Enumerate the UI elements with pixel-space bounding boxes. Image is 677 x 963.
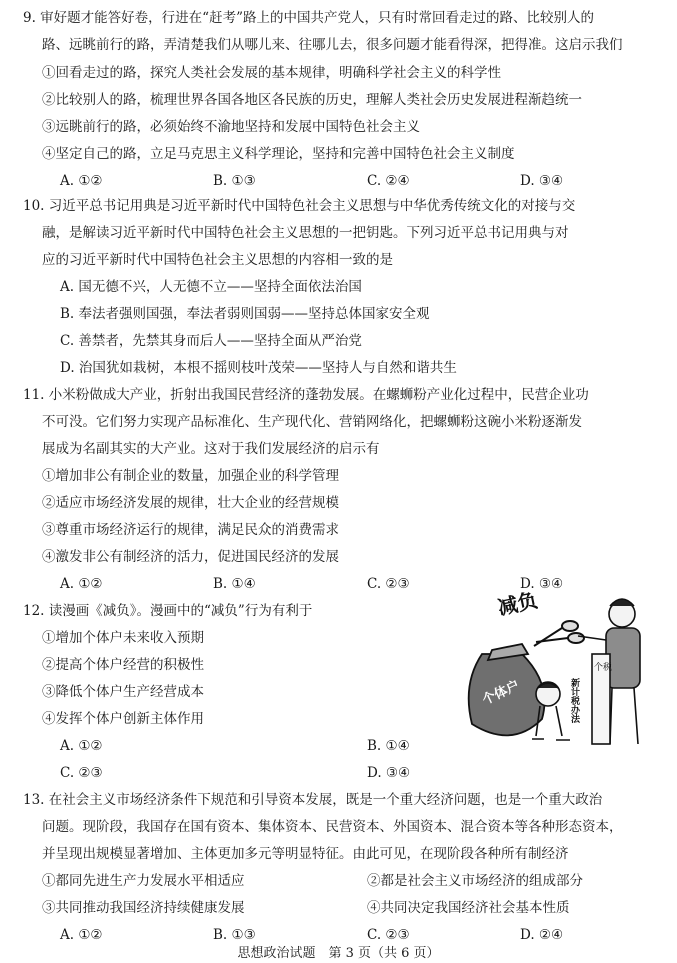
q12-option-c: C. ②③ <box>60 765 103 781</box>
q9-item-3: ③远眺前行的路，必须始终不渝地坚持和发展中国特色社会主义 <box>42 119 420 135</box>
q13-option-c: C. ②③ <box>367 927 410 943</box>
q10-stem-3: 应的习近平新时代中国特色社会主义思想的内容相一致的是 <box>42 252 393 268</box>
q11-stem-3: 展成为名副其实的大产业。这对于我们发展经济的启示有 <box>42 441 380 457</box>
q12-option-b: B. ①④ <box>367 738 410 754</box>
q13-item-1: ①都同先进生产力发展水平相适应 <box>42 873 245 889</box>
q13-item-3: ③共同推动我国经济持续健康发展 <box>42 900 245 916</box>
q9-item-4: ④坚定自己的路，立足马克思主义科学理论，坚持和完善中国特色社会主义制度 <box>42 146 515 162</box>
scissors-icon <box>534 621 584 646</box>
q13-stem-2: 问题。现阶段，我国存在国有资本、集体资本、民营资本、外国资本、混合资本等各种形态资本， <box>42 819 623 835</box>
jianfu-cartoon <box>452 584 662 754</box>
q11-stem-2: 不可没。它们努力实现产品标准化、生产现代化、营销网络化，把螺蛳粉这碗小米粉逐渐发 <box>42 414 582 430</box>
q13-option-d: D. ②④ <box>520 927 564 943</box>
q11-option-d: D. ③④ <box>520 576 564 592</box>
q12-option-a: A. ①② <box>60 738 103 754</box>
q10-stem-2: 融，是解读习近平新时代中国特色社会主义思想的一把钥匙。下列习近平总书记用典与对 <box>42 225 569 241</box>
q12-item-2: ②提高个体户经营的积极性 <box>42 657 204 673</box>
q13-item-4: ④共同决定我国经济社会基本性质 <box>367 900 570 916</box>
q9-option-b: B. ①③ <box>213 173 256 189</box>
cartoon-title: 减负 <box>495 587 540 620</box>
money-bag <box>469 644 545 735</box>
q9-stem-2: 路、远眺前行的路，弄清楚我们从哪儿来、往哪儿去，很多问题才能看得深，把得准。这启示我们 <box>42 37 623 53</box>
q11-option-b: B. ①④ <box>213 576 256 592</box>
cartoon-pillar-label: 个税 <box>594 663 613 673</box>
q11-option-c: C. ②③ <box>367 576 410 592</box>
q10-stem-1: 10. 习近平总书记用典是习近平新时代中国特色社会主义思想与中华优秀传统文化的对接与交 <box>23 198 576 214</box>
q9-item-1: ①回看走过的路，探究人类社会发展的基本规律，明确科学社会主义的科学性 <box>42 65 501 81</box>
page-footer: 思想政治试题 第 3 页（共 6 页） <box>237 946 440 961</box>
q13-item-2: ②都是社会主义市场经济的组成部分 <box>367 873 583 889</box>
q11-item-3: ③尊重市场经济运行的规律，满足民众的消费需求 <box>42 522 339 538</box>
q12-item-3: ③降低个体户生产经营成本 <box>42 684 204 700</box>
q10-option-b: B. 奉法者强则国强，奉法者弱则国弱——坚持总体国家安全观 <box>60 306 430 322</box>
q12-stem: 12. 读漫画《减负》。漫画中的“减负”行为有利于 <box>23 603 313 619</box>
q11-option-a: A. ①② <box>60 576 103 592</box>
q13-option-b: B. ①③ <box>213 927 256 943</box>
q9-option-d: D. ③④ <box>520 173 564 189</box>
q10-option-c: C. 善禁者，先禁其身而后人——坚持全面从严治党 <box>60 333 362 349</box>
q13-stem-1: 13. 在社会主义市场经济条件下规范和引导资本发展，既是一个重大经济问题，也是一个重大政治 <box>23 792 603 808</box>
q11-stem-1: 11. 小米粉做成大产业，折射出我国民营经济的蓬勃发展。在螺蛳粉产业化过程中，民营企业功 <box>23 387 589 403</box>
q13-stem-3: 并呈现出规模显著增加、主体更加多元等明显特征。由此可见，在现阶段各种所有制经济 <box>42 846 569 862</box>
q10-option-a: A. 国无德不兴，人无德不立——坚持全面依法治国 <box>60 279 362 295</box>
q12-option-d: D. ③④ <box>367 765 411 781</box>
tax-book <box>569 654 612 744</box>
cartoon-book-label: 新计税办法 <box>569 678 579 723</box>
q11-item-4: ④激发非公有制经济的活力，促进国民经济的发展 <box>42 549 339 565</box>
q12-item-1: ①增加个体户未来收入预期 <box>42 630 204 646</box>
q9-option-a: A. ①② <box>60 173 103 189</box>
q11-item-2: ②适应市场经济发展的规律，壮大企业的经营规模 <box>42 495 339 511</box>
q11-item-1: ①增加非公有制企业的数量，加强企业的科学管理 <box>42 468 339 484</box>
q9-item-2: ②比较别人的路，梳理世界各国各地区各民族的历史，理解人类社会历史发展进程渐趋统一 <box>42 92 582 108</box>
cartoon-bag-label: 个体户 <box>480 678 523 709</box>
q9-option-c: C. ②④ <box>367 173 410 189</box>
q10-option-d: D. 治国犹如栽树，本根不摇则枝叶茂荣——坚持人与自然和谐共生 <box>60 360 457 376</box>
q12-item-4: ④发挥个体户创新主体作用 <box>42 711 204 727</box>
q9-stem-1: 9. 审好题才能答好卷，行进在“赶考”路上的中国共产党人，只有时常回看走过的路、比较别人的 <box>23 10 594 26</box>
q13-option-a: A. ①② <box>60 927 103 943</box>
